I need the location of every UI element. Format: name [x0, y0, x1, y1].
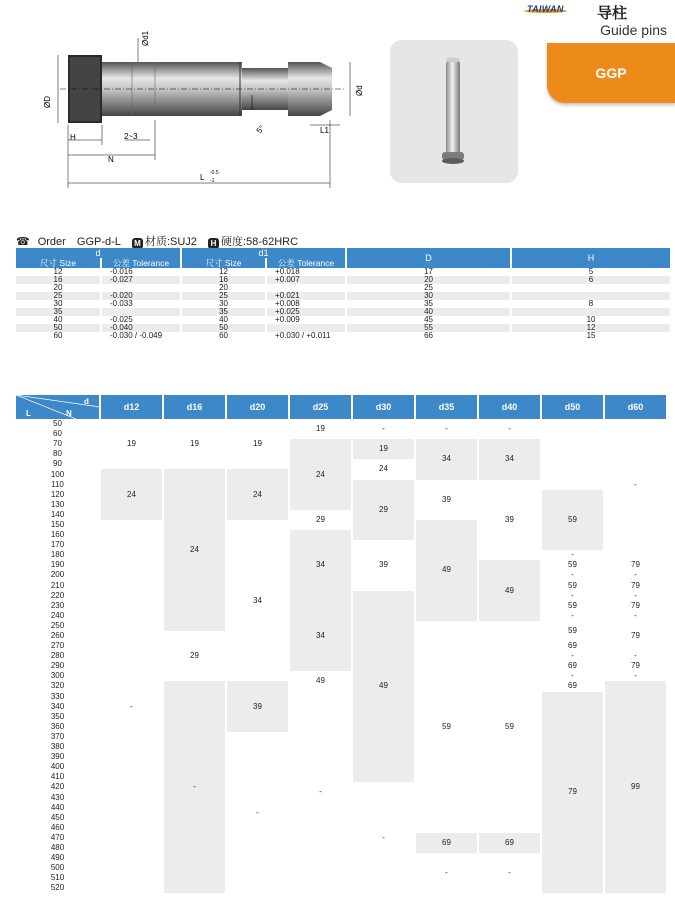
cell-H: 8	[511, 300, 671, 308]
cell-size: 25	[181, 292, 266, 300]
cell-L: 420	[16, 782, 100, 792]
cell-N: -	[604, 651, 667, 661]
cell-N: -	[541, 591, 604, 601]
table-row	[16, 276, 671, 284]
cell-L: 450	[16, 813, 100, 823]
product-code-tab: GGP	[547, 43, 675, 103]
header-d1-size: 尺寸 Size	[181, 258, 266, 268]
cell-N: -	[541, 550, 604, 560]
cell-tolerance: -0.030 / -0.049	[101, 332, 181, 340]
table-row	[16, 419, 667, 429]
cell-D: 20	[346, 276, 511, 284]
cell-size: 12	[16, 268, 101, 276]
cell-N: 79	[604, 581, 667, 591]
cell-N: 29	[352, 480, 415, 541]
header-d-size: 尺寸 Size	[16, 258, 101, 268]
cell-N: -	[352, 419, 415, 439]
cell-L: 380	[16, 742, 100, 752]
cell-N: 24	[100, 469, 163, 519]
cell-L: 480	[16, 843, 100, 853]
cell-L: 320	[16, 681, 100, 691]
cell-N: -	[100, 520, 163, 893]
cell-L: 210	[16, 581, 100, 591]
cell-L: 330	[16, 692, 100, 702]
cell-D: 66	[346, 332, 511, 340]
cell-size: 40	[16, 316, 101, 324]
cell-N: 34	[478, 439, 541, 479]
cell-N: -	[604, 671, 667, 681]
cell-H: 10	[511, 316, 671, 324]
cell-size: 20	[16, 284, 101, 292]
header-d-tol: 公差 Tolerance	[101, 258, 181, 268]
cell-L: 50	[16, 419, 100, 429]
cell-N: 34	[289, 601, 352, 672]
cell-H: 5	[511, 268, 671, 276]
cell-L: 200	[16, 570, 100, 580]
cell-tolerance: -0.033	[101, 300, 181, 308]
product-photo	[390, 40, 518, 183]
cell-L: 110	[16, 480, 100, 490]
header-d40: d40	[478, 395, 541, 419]
taiwan-logo: TAIWAN	[527, 4, 564, 14]
cell-N: 59	[541, 490, 604, 551]
cell-L: 340	[16, 702, 100, 712]
cell-tolerance: -0.027	[101, 276, 181, 284]
cell-L: 100	[16, 469, 100, 479]
cell-N: 24	[163, 469, 226, 631]
cell-N: 39	[226, 681, 289, 731]
header-d12: d12	[100, 395, 163, 419]
dim-d1-label: Ød1	[141, 30, 150, 46]
guide-pin-icon	[390, 40, 518, 183]
cell-L: 300	[16, 671, 100, 681]
cell-H: 6	[511, 276, 671, 284]
cell-L: 180	[16, 550, 100, 560]
cell-N: 19	[352, 439, 415, 459]
cell-size: 30	[181, 300, 266, 308]
cell-N: -	[478, 853, 541, 893]
cell-size: 35	[16, 308, 101, 316]
cell-L: 510	[16, 873, 100, 883]
cell-N: 49	[352, 591, 415, 783]
title-en: Guide pins	[600, 22, 667, 38]
order-label: Order	[37, 236, 66, 248]
dim-H-label: H	[70, 133, 76, 142]
cell-N: 69	[541, 681, 604, 691]
dim-L1-label: L1	[320, 126, 329, 135]
cell-N	[604, 550, 667, 560]
dim-N-label: N	[108, 155, 114, 164]
header-d50: d50	[541, 395, 604, 419]
cell-L: 190	[16, 560, 100, 570]
cell-L: 240	[16, 611, 100, 621]
cell-N: 19	[289, 419, 352, 439]
cell-L: 120	[16, 490, 100, 500]
cell-L: 270	[16, 641, 100, 651]
cell-D: 30	[346, 292, 511, 300]
cell-L: 90	[16, 459, 100, 469]
cell-D: 17	[346, 268, 511, 276]
cell-N: 79	[604, 661, 667, 671]
brand-block	[527, 2, 667, 42]
cell-L: 60	[16, 429, 100, 439]
cell-N: 24	[289, 439, 352, 510]
cell-tolerance: -0.016	[101, 268, 181, 276]
cell-N: 24	[352, 459, 415, 479]
cell-N: -	[604, 591, 667, 601]
cell-N: 59	[541, 581, 604, 591]
header-d30: d30	[352, 395, 415, 419]
header-H: H	[511, 248, 671, 268]
cell-N: 19	[100, 419, 163, 469]
cell-N: 34	[289, 530, 352, 601]
cell-D: 45	[346, 316, 511, 324]
hardness-text: 硬度:58-62HRC	[221, 236, 299, 248]
cell-size: 20	[181, 284, 266, 292]
cell-N: 39	[352, 540, 415, 590]
cell-size: 60	[181, 332, 266, 340]
cell-L: 80	[16, 449, 100, 459]
header-D: D	[346, 248, 511, 268]
cell-N	[541, 419, 604, 490]
cell-N: -	[163, 681, 226, 893]
cell-H	[511, 284, 671, 292]
cell-tolerance: +0.021	[266, 292, 346, 300]
cell-N: 59	[541, 601, 604, 611]
cell-tolerance: -0.040	[101, 324, 181, 332]
cell-tolerance: +0.018	[266, 268, 346, 276]
header-d25: d25	[289, 395, 352, 419]
cell-N: -	[289, 692, 352, 894]
cell-L: 220	[16, 591, 100, 601]
cell-H: 15	[511, 332, 671, 340]
cell-D: 25	[346, 284, 511, 292]
cell-L: 130	[16, 500, 100, 510]
cell-H: 12	[511, 324, 671, 332]
cell-N: 49	[289, 671, 352, 691]
cell-size: 12	[181, 268, 266, 276]
cell-tolerance: +0.007	[266, 276, 346, 284]
cell-size: 16	[181, 276, 266, 284]
cell-N: 29	[289, 510, 352, 530]
cell-size: 50	[16, 324, 101, 332]
dim-L-label: L	[200, 173, 205, 182]
cell-L: 140	[16, 510, 100, 520]
cell-N: 34	[226, 520, 289, 682]
header-d1-tol: 公差 Tolerance	[266, 258, 346, 268]
cell-L: 360	[16, 722, 100, 732]
cell-N: 49	[478, 560, 541, 621]
cell-N: 79	[604, 560, 667, 570]
cell-L: 290	[16, 661, 100, 671]
cell-N: 59	[478, 621, 541, 833]
dimension-table	[16, 248, 672, 340]
corner-d: d	[84, 397, 89, 406]
cell-D: 40	[346, 308, 511, 316]
cell-D: 55	[346, 324, 511, 332]
cell-L: 350	[16, 712, 100, 722]
cell-L: 230	[16, 601, 100, 611]
cell-N: -	[415, 853, 478, 893]
cell-L: 70	[16, 439, 100, 449]
dim-L-tol-lower: -1	[210, 178, 215, 184]
cell-L: 470	[16, 833, 100, 843]
length-table	[16, 395, 668, 893]
cell-N: 19	[163, 419, 226, 469]
cell-L: 250	[16, 621, 100, 631]
cell-L: 260	[16, 631, 100, 641]
cell-N: -	[604, 419, 667, 550]
cell-size: 60	[16, 332, 101, 340]
cell-L: 150	[16, 520, 100, 530]
cell-N: 34	[415, 439, 478, 479]
cell-N: 39	[478, 480, 541, 561]
corner-L: L	[26, 409, 31, 418]
cell-tolerance: +0.008	[266, 300, 346, 308]
cell-N: 69	[478, 833, 541, 853]
cell-N: 69	[415, 833, 478, 853]
cell-N: 59	[541, 621, 604, 641]
corner-cell	[16, 395, 100, 419]
cell-L: 400	[16, 762, 100, 772]
cell-N: -	[478, 419, 541, 439]
header-d16: d16	[163, 395, 226, 419]
cell-size: 25	[16, 292, 101, 300]
cell-L: 410	[16, 772, 100, 782]
cell-tolerance: +0.009	[266, 316, 346, 324]
cell-L: 490	[16, 853, 100, 863]
cell-N: -	[541, 570, 604, 580]
cell-N: -	[541, 611, 604, 621]
guide-pin-drawing	[40, 30, 370, 190]
length-table-wrap	[16, 395, 667, 895]
cell-size: 50	[181, 324, 266, 332]
cell-N: 99	[604, 681, 667, 893]
cell-N: 19	[226, 419, 289, 469]
dim-D-label: ØD	[43, 96, 52, 108]
cell-size: 35	[181, 308, 266, 316]
header-d35: d35	[415, 395, 478, 419]
hardness-icon: H	[208, 238, 219, 249]
cell-N: -	[541, 671, 604, 681]
cell-N: 69	[541, 641, 604, 651]
cell-N: 29	[163, 631, 226, 681]
corner-N: N	[66, 409, 72, 418]
material-text: 材质:SUJ2	[144, 236, 197, 248]
order-line	[16, 233, 306, 249]
cell-N: 39	[415, 480, 478, 520]
cell-N: 49	[415, 520, 478, 621]
cell-N: -	[226, 732, 289, 894]
material-icon: M	[132, 238, 143, 249]
cell-size: 30	[16, 300, 101, 308]
cell-size: 40	[181, 316, 266, 324]
dim-groove-label: 2~3	[124, 132, 138, 141]
dim-angle-label: 5°	[254, 123, 267, 136]
header-d1: d1	[181, 248, 346, 258]
cell-N: 59	[541, 560, 604, 570]
cell-N: -	[541, 651, 604, 661]
title-cn: 导柱	[597, 4, 628, 22]
cell-L: 520	[16, 883, 100, 893]
table-row	[16, 300, 671, 308]
cell-N: 79	[541, 692, 604, 894]
header-d60: d60	[604, 395, 667, 419]
cell-N: -	[604, 611, 667, 621]
cell-L: 160	[16, 530, 100, 540]
cell-L: 390	[16, 752, 100, 762]
cell-size: 16	[16, 276, 101, 284]
cell-tolerance: -0.025	[101, 316, 181, 324]
dim-d-label: Ød	[355, 85, 364, 96]
cell-N: 59	[415, 621, 478, 833]
cell-tolerance: -0.020	[101, 292, 181, 300]
cell-N: 79	[604, 621, 667, 651]
cell-N: 69	[541, 661, 604, 671]
dim-L-tol-upper: -0.5	[210, 170, 219, 176]
header-d20: d20	[226, 395, 289, 419]
cell-L: 430	[16, 792, 100, 802]
cell-N: 24	[226, 469, 289, 519]
phone-icon: ☎	[16, 236, 30, 248]
cell-L: 370	[16, 732, 100, 742]
cell-N: -	[604, 570, 667, 580]
cell-L: 500	[16, 863, 100, 873]
cell-tolerance: +0.030 / +0.011	[266, 332, 346, 340]
cell-L: 460	[16, 823, 100, 833]
cell-D: 35	[346, 300, 511, 308]
cell-L: 170	[16, 540, 100, 550]
cell-N: -	[415, 419, 478, 439]
cell-tolerance: +0.025	[266, 308, 346, 316]
cell-N: 79	[604, 601, 667, 611]
order-code: GGP-d-L	[76, 236, 121, 248]
cell-L: 280	[16, 651, 100, 661]
cell-N: -	[352, 782, 415, 893]
table-row	[16, 332, 671, 340]
cell-L: 440	[16, 803, 100, 813]
header-d: d	[16, 248, 181, 258]
